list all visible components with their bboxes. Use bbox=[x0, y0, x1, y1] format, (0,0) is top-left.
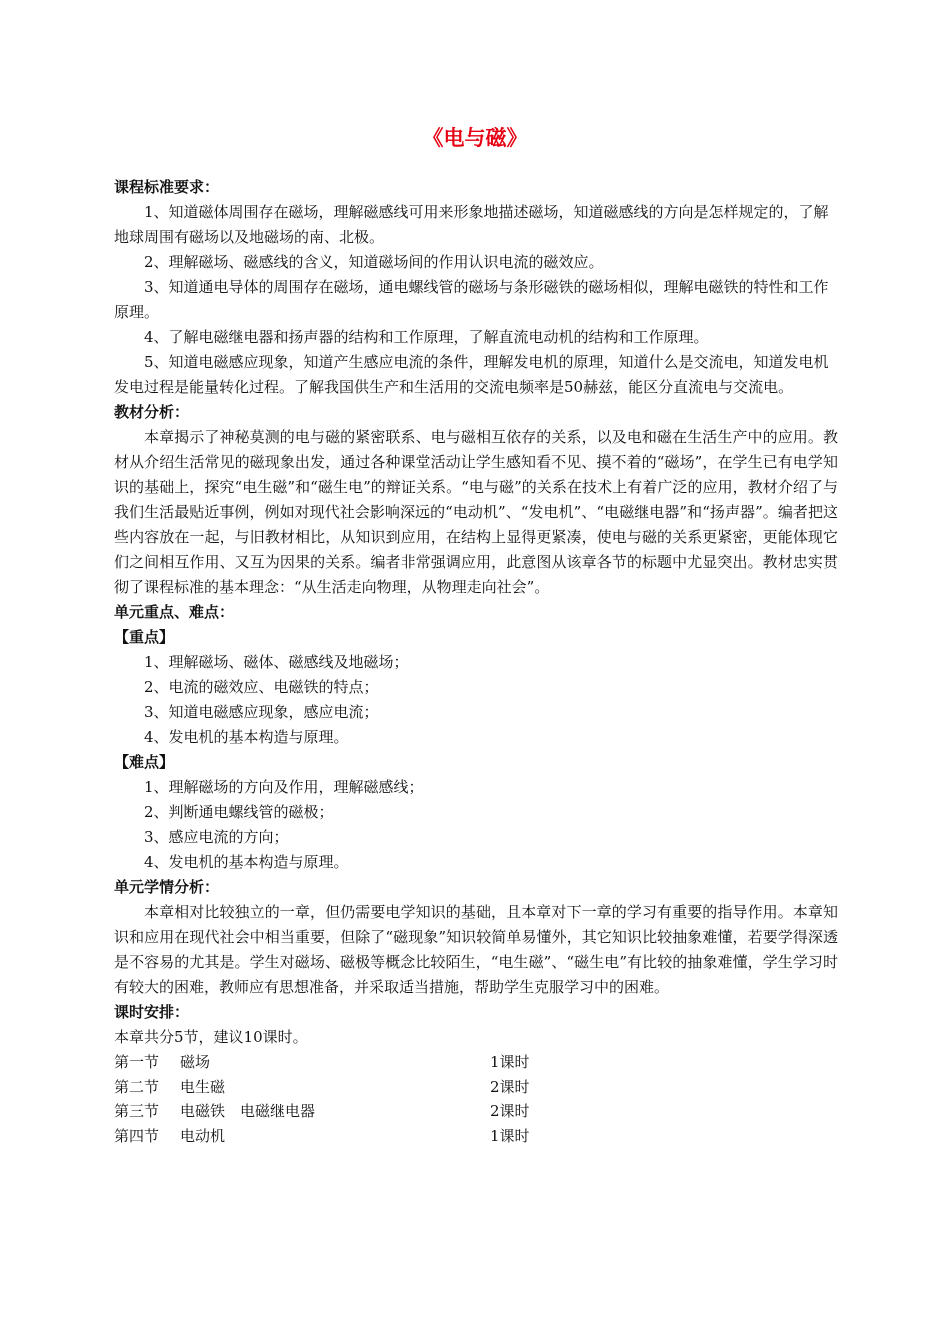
schedule-row bbox=[114, 1050, 838, 1075]
standards-item: 1、知道磁体周围存在磁场，理解磁感线可用来形象地描述磁场，知道磁感线的方向是怎样规定的，了解地球周围有磁场以及地磁场的南、北极。 bbox=[114, 203, 829, 246]
difficult-point-item: 4、发电机的基本构造与原理。 bbox=[144, 853, 349, 871]
document-body bbox=[114, 175, 838, 1148]
standards-heading: 课程标准要求： bbox=[114, 178, 220, 196]
difficult-point-item: 2、判断通电螺线管的磁极； bbox=[144, 803, 334, 821]
schedule-table bbox=[114, 1050, 838, 1148]
standards-item: 2、理解磁场、磁感线的含义，知道磁场间的作用认识电流的磁效应。 bbox=[144, 253, 604, 271]
key-points-label: 【重点】 bbox=[114, 628, 175, 646]
schedule-hours: 2课时 bbox=[490, 1102, 530, 1120]
analysis-paragraph: 本章揭示了神秘莫测的电与磁的紧密联系、电与磁相互依存的关系，以及电和磁在生活生产中的应用。教材从介绍生活常见的磁现象出发，通过各种课堂活动让学生感知看不见、摸不着的“磁场”，在学生已有电学知识的基础上，探究“电生磁”和“磁生电”的辩证关系。“电与磁”的关系在技术上有着广泛的应用，教材介绍了与我们生活最贴近事例，例如对现代社会影响深远的“电动机”、“发电机”、“电磁继电器”和“扬声器”。编者把这些内容放在一起，与旧教材相比，从知识到应用，在结构上显得更紧凑，使电与磁的关系更紧密，更能体现它们之间相互作用、又互为因果的关系。编者非常强调应用，此意图从该章各节的标题中尤显突出。教材忠实贯彻了课程标准的基本理念：“从生活走向物理，从物理走向社会”。 bbox=[114, 428, 838, 596]
key-point-item: 4、发电机的基本构造与原理。 bbox=[144, 728, 349, 746]
learning-heading: 单元学情分析： bbox=[114, 878, 220, 896]
analysis-heading: 教材分析： bbox=[114, 403, 190, 421]
schedule-section: 第一节 bbox=[114, 1053, 160, 1071]
focus-heading: 单元重点、难点： bbox=[114, 603, 235, 621]
schedule-section: 第二节 bbox=[114, 1077, 160, 1096]
key-point-item: 1、理解磁场、磁体、磁感线及地磁场； bbox=[144, 653, 409, 671]
key-point-item: 3、知道电磁感应现象，感应电流； bbox=[144, 703, 379, 721]
difficult-points-label: 【难点】 bbox=[114, 753, 175, 771]
standards-item: 4、了解电磁继电器和扬声器的结构和工作原理，了解直流电动机的结构和工作原理。 bbox=[144, 328, 709, 346]
schedule-row bbox=[114, 1099, 838, 1124]
schedule-topic: 电生磁 bbox=[180, 1077, 226, 1096]
schedule-section: 第三节 bbox=[114, 1102, 160, 1120]
key-point-item: 2、电流的磁效应、电磁铁的特点； bbox=[144, 678, 379, 696]
standards-item: 3、知道通电导体的周围存在磁场，通电螺线管的磁场与条形磁铁的磁场相似，理解电磁铁的特性和工作原理。 bbox=[114, 278, 829, 321]
document-title: 《电与磁》 bbox=[422, 125, 528, 150]
schedule-heading: 课时安排： bbox=[114, 1003, 190, 1021]
schedule-topic: 电动机 bbox=[180, 1126, 226, 1145]
schedule-hours: 1课时 bbox=[490, 1126, 530, 1145]
schedule-topic: 磁场 bbox=[180, 1053, 211, 1071]
schedule-hours: 1课时 bbox=[490, 1053, 530, 1071]
schedule-hours: 2课时 bbox=[490, 1077, 530, 1096]
standards-item: 5、知道电磁感应现象，知道产生感应电流的条件，理解发电机的原理，知道什么是交流电，知道发电机发电过程是能量转化过程。了解我国供生产和生活用的交流电频率是50赫兹，能区分直流电与交流电。 bbox=[114, 353, 829, 396]
schedule-topic: 电磁铁 电磁继电器 bbox=[180, 1102, 316, 1120]
difficult-point-item: 3、感应电流的方向； bbox=[144, 828, 289, 846]
schedule-summary: 本章共分5节，建议10课时。 bbox=[114, 1028, 308, 1046]
difficult-point-item: 1、理解磁场的方向及作用，理解磁感线； bbox=[144, 778, 424, 796]
learning-paragraph: 本章相对比较独立的一章，但仍需要电学知识的基础，且本章对下一章的学习有重要的指导作用。本章知识和应用在现代社会中相当重要，但除了“磁现象”知识较简单易懂外，其它知识比较抽象难懂，若要学得深透是不容易的尤其是。学生对磁场、磁极等概念比较陌生，“电生磁”、“磁生电”有比较的抽象难懂，学生学习时有较大的困难，教师应有思想准备，并采取适当措施，帮助学生克服学习中的困难。 bbox=[114, 903, 838, 996]
schedule-section: 第四节 bbox=[114, 1126, 160, 1145]
schedule-row bbox=[114, 1075, 838, 1100]
schedule-row bbox=[114, 1124, 838, 1149]
